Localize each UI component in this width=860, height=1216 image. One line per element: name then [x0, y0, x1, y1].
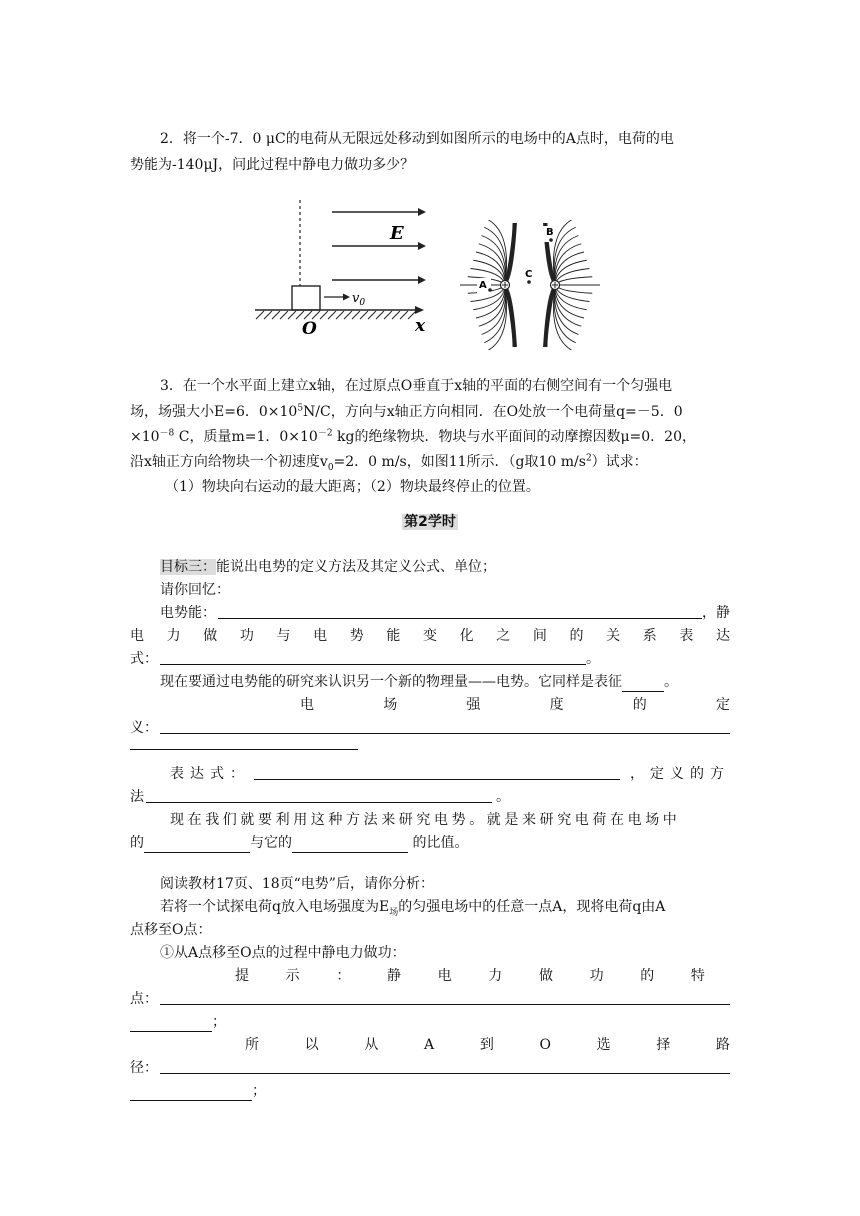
point-a: [488, 288, 492, 292]
hint-blank-cont: ；: [130, 1012, 730, 1032]
q3-line-4: 沿x轴正方向给物块一个初速度$v_0=2$．0 m/s，如图11所示．（g取10 $m/s^2$）试求：: [130, 453, 648, 473]
step1-line: ①从A点移至O点的过程中静电力做功：: [160, 945, 406, 961]
two-charge-field-figure: [455, 220, 605, 350]
quantity-blank-1: [144, 837, 250, 853]
characterize-blank: [622, 676, 664, 692]
path-blank-line: 径：: [130, 1058, 730, 1078]
char-2: ：: [336, 968, 351, 984]
left-charge: [501, 281, 510, 290]
char-1: 示: [285, 968, 300, 984]
section-title: 第2学时: [404, 514, 456, 530]
right-charge: [551, 281, 560, 290]
char-0: 电: [130, 628, 144, 644]
q3-line-3: $\times 10^{-8}$ C，质量m=1．$0\times 10^{-2}$ kg的绝缘物块．物块与水平面间的动摩擦因数μ=0．20，: [130, 428, 696, 445]
goal-line: 目标三：能说出电势的定义方法及其定义公式、单位；: [160, 559, 496, 575]
hint-blank-line: 点：: [130, 989, 730, 1009]
q3-line-5: （1）物块向右运动的最大距离；（2）物块最终停止的位置。: [165, 479, 540, 495]
energy-blank: [218, 603, 702, 619]
char-6: 选: [596, 1037, 611, 1053]
char-2: 做: [203, 628, 218, 644]
char-3: 静: [386, 968, 401, 984]
suppose-line-2: 点移至O点：: [130, 922, 212, 938]
char-2: 从: [364, 1037, 379, 1053]
char-4: 的: [632, 697, 647, 713]
recall-line: 请你回忆：: [160, 582, 230, 598]
char-12: 的: [569, 628, 584, 644]
field-line-1: [332, 208, 426, 216]
field-line-2: [332, 242, 426, 250]
block: [292, 286, 320, 310]
char-5: 力: [488, 968, 503, 984]
char-8: 路: [715, 1037, 730, 1053]
point-c-label: C: [525, 269, 533, 280]
char-9: 特: [690, 968, 705, 984]
char-0: 电: [300, 697, 314, 713]
char-4: 与: [276, 628, 291, 644]
char-1: 以: [304, 1037, 319, 1053]
char-4: 电: [437, 968, 452, 984]
char-5: O: [539, 1037, 551, 1053]
axis-x-label: x: [415, 316, 426, 336]
char-10: 之: [496, 628, 511, 644]
relation-line: [130, 626, 730, 646]
char-13: 关: [606, 628, 621, 644]
goal-label: 目标三：: [160, 559, 216, 575]
char-5: 定: [715, 697, 730, 713]
char-9: 化: [459, 628, 474, 644]
expression-blank: [254, 764, 620, 780]
ground-hatching: [256, 311, 416, 319]
definition-blank-cont: [130, 734, 358, 750]
char-8: 的: [640, 968, 655, 984]
quantity-blank-2: [292, 837, 408, 853]
point-a-label: A: [479, 280, 487, 291]
expression-line: 表达式： ，定义的方: [170, 766, 730, 782]
path-blank-cont: ；: [130, 1081, 730, 1101]
read-line: 阅读教材17页、18页“电势”后，请你分析：: [160, 876, 434, 892]
q3-line-2: 场，场强大小E=6．$0\times 10^5N/C$，方向与x轴正方向相同．在O处放一个电荷量q=－5．0: [130, 403, 683, 420]
relation-formula-line: 式： 。: [130, 651, 600, 667]
relation-blank: [160, 649, 586, 665]
char-6: 势: [349, 628, 364, 644]
definition-blank-line: 义：: [130, 718, 730, 738]
q2-line-2: 势能为-140μJ，问此过程中静电力做功多少？: [130, 157, 415, 173]
char-6: 做: [538, 968, 553, 984]
hint-line: [235, 966, 705, 986]
definition-line: [300, 695, 730, 715]
uniform-field-figure: [250, 195, 440, 340]
char-2: 强: [466, 697, 481, 713]
point-b-label: B: [546, 227, 554, 238]
char-4: 到: [479, 1037, 494, 1053]
char-7: 能: [386, 628, 401, 644]
field-line-3: [332, 276, 426, 284]
path-line: [245, 1035, 730, 1055]
ratio-line: 的 与它的 的比值。: [130, 835, 469, 851]
q2-line-1: 2．将一个-7．0 μC的电荷从无限远处移动到如图所示的电场中的A点时，电荷的电: [160, 131, 674, 147]
char-7: 功: [589, 968, 604, 984]
point-c: [527, 280, 531, 284]
char-3: 度: [549, 697, 564, 713]
study-line: 现在我们就要利用这种方法来研究电势。就是来研究电荷在电场中: [170, 812, 681, 828]
energy-line: 电势能： ，静: [160, 605, 730, 621]
char-3: 功: [239, 628, 254, 644]
point-b: [549, 238, 553, 242]
char-15: 表: [679, 628, 694, 644]
definition-blank: [160, 718, 730, 734]
now-line: 现在要通过电势能的研究来认识另一个新的物理量——电势。它同样是表征 。: [160, 674, 678, 690]
velocity-label: $v_0$: [352, 291, 366, 308]
field-e-label: E: [390, 223, 404, 244]
char-3: A: [424, 1037, 435, 1053]
velocity-arrow: [324, 294, 350, 301]
char-1: 场: [383, 697, 398, 713]
method-line: 法 。: [130, 789, 510, 805]
char-0: 提: [235, 968, 249, 984]
char-7: 择: [656, 1037, 671, 1053]
char-0: 所: [245, 1037, 259, 1053]
q3-line-1: 3．在一个水平面上建立x轴，在过原点O垂直于x轴的平面的右侧空间有一个匀强电: [160, 378, 673, 394]
char-1: 力: [166, 628, 181, 644]
origin-o-label: O: [302, 319, 317, 339]
char-16: 达: [716, 628, 730, 644]
hint-blank: [160, 989, 730, 1005]
char-8: 变: [423, 628, 437, 644]
path-blank: [160, 1058, 730, 1074]
method-blank: [146, 787, 492, 803]
char-14: 系: [642, 628, 657, 644]
char-11: 间: [532, 628, 547, 644]
char-5: 电: [313, 628, 328, 644]
suppose-line-1: 若将一个试探电荷q放入电场强度为$E_场$的匀强电场中的任意一点A，现将电荷q由A: [160, 899, 666, 918]
